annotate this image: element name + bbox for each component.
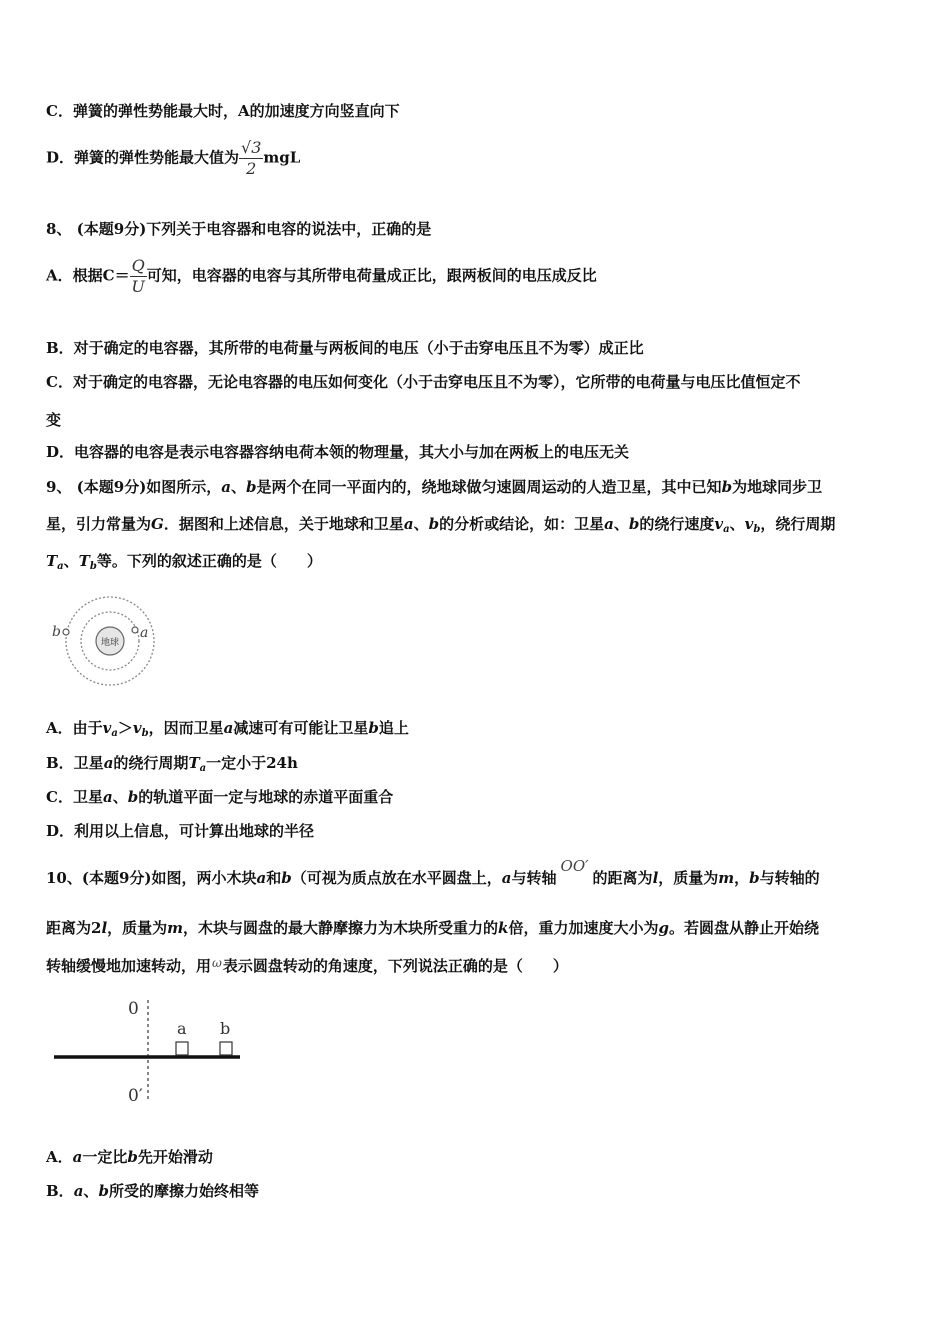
var-k: k: [498, 919, 509, 937]
text: 。若圆盘从静止开始绕: [668, 919, 819, 937]
q8-fraction-numerator: Q: [131, 256, 145, 275]
greater-than: ＞: [117, 719, 133, 737]
text: 减速可有可能让卫星: [233, 719, 369, 737]
block-a: [176, 1042, 188, 1055]
text: 距离为2: [46, 919, 102, 937]
var-v: v: [102, 719, 112, 737]
var-a: a: [73, 1182, 84, 1200]
var-t: T: [188, 754, 200, 772]
var-v: v: [744, 515, 754, 533]
text: 表示圆盘转动的角速度，下列说法正确的是（ ）: [222, 957, 568, 975]
q9-option-d: D．利用以上信息，可计算出地球的半径: [46, 822, 315, 840]
var-v: v: [132, 719, 142, 737]
q7-option-c: C．弹簧的弹性势能最大时，A的加速度方向竖直向下: [46, 102, 400, 120]
q10-option-a: [46, 1147, 213, 1167]
text: ，质量为: [107, 919, 168, 937]
text: 一定比: [82, 1148, 128, 1166]
satellite-a-label: a: [140, 625, 149, 641]
text: 等。下列的叙述正确的是（ ）: [96, 552, 322, 570]
q8-option-a: [46, 256, 597, 297]
text: A．: [46, 1148, 73, 1166]
text: 和: [266, 869, 282, 887]
text: C．卫星: [46, 788, 103, 806]
satellite-a: [132, 627, 138, 633]
q7-fraction-numerator: √3: [241, 138, 262, 157]
var-t: T: [46, 552, 58, 570]
q9-stem-line3: [46, 551, 322, 577]
block-a-label: a: [177, 1019, 187, 1038]
text: 、: [83, 1182, 99, 1200]
subscript: a: [57, 561, 64, 572]
q10-stem-line1: [46, 857, 820, 888]
var-l: l: [652, 869, 659, 887]
q7-option-d: [46, 138, 300, 179]
text: 、: [413, 515, 429, 533]
text: B．: [46, 1182, 74, 1200]
var-b: b: [721, 478, 733, 496]
q10-option-b: [46, 1181, 259, 1201]
var-a: a: [403, 515, 414, 533]
text: 的绕行周期: [113, 754, 189, 772]
var-a: a: [256, 869, 267, 887]
q7-option-d-suffix: mgL: [263, 148, 301, 167]
var-a: a: [501, 869, 512, 887]
text: ，: [734, 869, 750, 887]
text: 倍，重力加速度大小为: [508, 919, 659, 937]
q8-fraction: [130, 256, 147, 297]
text: A．由于: [46, 719, 103, 737]
text: 为地球同步卫: [732, 478, 823, 496]
text: B．卫星: [46, 754, 104, 772]
var-b: b: [628, 515, 640, 533]
text: 追上: [378, 719, 409, 737]
subscript: a: [111, 728, 118, 739]
q8-option-d: D．电容器的电容是表示电容器容纳电荷本领的物理量，其大小与加在两板上的电压无关: [46, 443, 630, 461]
text: 与转轴: [511, 869, 557, 887]
text: ，绕行周期: [760, 515, 836, 533]
text: 、: [729, 515, 745, 533]
var-l: l: [101, 919, 108, 937]
q8-stem: 8、 (本题9分)下列关于电容器和电容的说法中，正确的是: [46, 220, 432, 238]
q10-stem-line3: [46, 956, 568, 977]
text: 转轴缓慢地加速转动，用: [46, 957, 212, 975]
var-b: b: [281, 869, 292, 887]
var-t: T: [78, 552, 90, 570]
text: ，因而卫星: [148, 719, 224, 737]
text: 、: [112, 788, 128, 806]
text: 星，引力常量为: [46, 515, 152, 533]
q10-turntable-figure: [52, 994, 244, 1110]
q9-stem-line2: [46, 514, 835, 540]
block-b-label: b: [220, 1019, 231, 1038]
var-g: G: [151, 515, 164, 533]
text: 9、 (本题9分)如图所示，: [46, 478, 222, 496]
text: 的轨道平面一定与地球的赤道平面重合: [138, 788, 394, 806]
q7-fraction: [239, 138, 263, 179]
text: ，质量为: [658, 869, 719, 887]
q9-option-b: [46, 753, 298, 779]
earth-label: 地球: [100, 638, 120, 648]
text: 10、(本题9分)如图，两小木块: [46, 869, 257, 887]
text: 的分析或结论，如：卫星: [439, 515, 605, 533]
var-b: b: [246, 478, 257, 496]
text: ．据图和上述信息，关于地球和卫星: [163, 515, 404, 533]
var-m: m: [718, 869, 735, 887]
q7-option-d-prefix: D．弹簧的弹性势能最大值为: [46, 148, 240, 167]
text: 的距离为: [592, 869, 653, 887]
var-a: a: [102, 788, 113, 806]
axis-top-label: 0: [128, 999, 139, 1019]
q9-option-a: [46, 718, 409, 744]
q9-stem-line1: [46, 477, 822, 497]
var-b: b: [368, 719, 379, 737]
text: 一定小于24h: [206, 754, 298, 772]
var-v: v: [714, 515, 724, 533]
text: 所受的摩擦力始终相等: [108, 1182, 259, 1200]
text: 、: [63, 552, 79, 570]
block-b: [220, 1042, 232, 1055]
text: （可视为质点放在水平圆盘上，: [291, 869, 502, 887]
text: 是两个在同一平面内的，绕地球做匀速圆周运动的人造卫星，其中已知: [256, 478, 722, 496]
text: 、: [613, 515, 629, 533]
var-a: a: [221, 478, 232, 496]
var-b: b: [749, 869, 760, 887]
q9-orbit-figure: [48, 594, 163, 692]
satellite-b: [63, 629, 69, 635]
q8-option-a-prefix: A．根据C＝: [46, 266, 130, 285]
text: 的绕行速度: [639, 515, 715, 533]
q8-option-b: B．对于确定的电容器，其所带的电荷量与两板间的电压（小于击穿电压且不为零）成正比: [46, 339, 644, 357]
q10-stem-line2: [46, 918, 819, 938]
q8-option-c-line1: C．对于确定的电容器，无论电容器的电压如何变化（小于击穿电压且不为零），它所带的电荷量与电压比值恒定不: [46, 373, 801, 391]
var-m: m: [167, 919, 184, 937]
q9-option-c: [46, 787, 393, 807]
var-g: g: [658, 919, 669, 937]
var-b: b: [98, 1182, 109, 1200]
var-a: a: [223, 719, 234, 737]
var-b: b: [127, 1148, 138, 1166]
q8-option-a-suffix: 可知，电容器的电容与其所带电荷量成正比，跟两板间的电压成反比: [146, 266, 597, 285]
subscript: a: [723, 524, 730, 535]
axis-symbol: OO′: [560, 857, 589, 875]
q8-option-c-line2: 变: [46, 411, 62, 429]
text: 、: [231, 478, 247, 496]
var-b: b: [127, 788, 139, 806]
satellite-b-label: b: [52, 624, 61, 640]
text: 先开始滑动: [137, 1148, 213, 1166]
omega-symbol: ω: [212, 956, 222, 970]
q7-fraction-denominator: 2: [246, 159, 257, 178]
var-b: b: [428, 515, 440, 533]
text: ，木块与圆盘的最大静摩擦力为木块所受重力的: [183, 919, 499, 937]
var-a: a: [103, 754, 114, 772]
q8-fraction-denominator: U: [131, 277, 145, 296]
subscript: b: [753, 524, 761, 535]
subscript: b: [141, 728, 149, 739]
axis-bottom-label: 0′: [128, 1086, 143, 1106]
var-a: a: [604, 515, 614, 533]
var-a: a: [72, 1148, 83, 1166]
text: 与转轴的: [759, 869, 820, 887]
subscript: a: [199, 763, 207, 774]
subscript: b: [89, 561, 97, 572]
